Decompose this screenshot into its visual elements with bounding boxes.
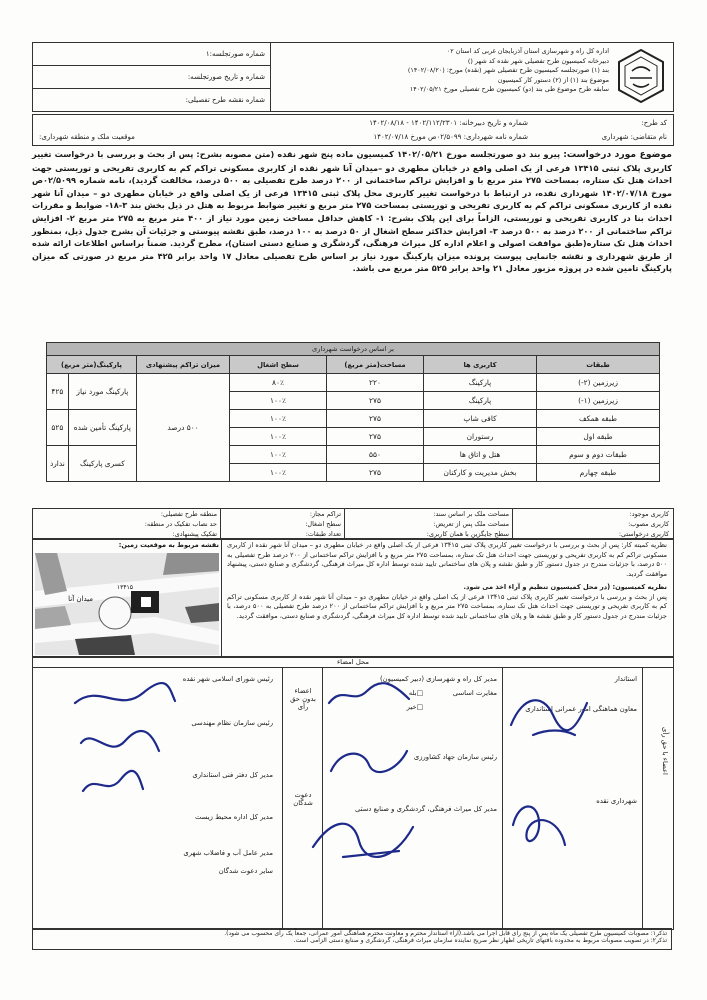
applicant-field: نام متقاضی: شهرداری	[601, 133, 667, 141]
floor-cell: طبقه همکف	[537, 410, 660, 428]
info-cell: سطح اشغال:	[305, 520, 341, 528]
location-map-image	[35, 553, 219, 655]
subject-label: موضوع مورد درخواست:	[563, 149, 672, 160]
heritage-label: مدیر کل میراث فرهنگی، گردشگری و صنایع دستی	[355, 805, 497, 813]
footnote-1: تذکر۱: مصوبات کمیسیون طرح تفصیلی یک ماه پس از پنج رای قابل اجرا می باشد.(آراء استاندار محترم و معاونت محترم هماهنگی امور عمرانی، جمعاً یک رأی محسوب می شود).	[224, 930, 667, 937]
use-cell: رستوران	[424, 428, 537, 446]
parking-label: پارکینگ تأمین شده	[68, 409, 136, 445]
council-signature	[69, 677, 179, 717]
governor-label: استاندار	[614, 675, 637, 683]
info-cell: تفکیک پیشنهادی:	[172, 530, 217, 538]
map-parcel-label: ۱۳۴۱۵	[116, 584, 133, 591]
other-invitees-label: سایر دعوت شدگان	[218, 867, 273, 875]
water-director-label: مدیر عامل آب و فاضلاب شهری	[183, 849, 273, 857]
column-header: سطح اشغال	[230, 356, 327, 374]
mayor-signature	[503, 795, 573, 855]
info-column-area	[344, 509, 513, 539]
roads-director-label: مدیر کل راه و شهرسازی (دبیر کمیسیون)	[379, 675, 497, 683]
commission-opinion-title: نظریه کمیسیون: (در محل کمیسیون تنظیم و آراء اخذ می شود.	[463, 582, 667, 591]
location-field: موقعیت ملک و منطقه شهرداری:	[39, 133, 135, 141]
commission-opinion: پس از بحث و بررسی با درخواست تغییر کاربری پلاک ثبتی ۱۳۴۱۵ فرعی از یک اصلی واقع در خیابان مطهری دو – میدان آنا شهر نقده از کاربری مسکونی تراکم کم به کاربری تفریحی و توریستی جهت احداث هتل تک ستاره، بمساحت ۲۷۵ متر مربع و با افزایش تراکم ساختمانی از ۲۰۰ درصد طرح تفصیلی به ۵۰۰ درصد، با جزئیات مندرج در جدول دستور کار و طبق نقشه ها و پلان های ساختمانی تایید شده توسط اداره کل میراث فرهنگی، گردشگری و صنایع دستی، موافقت گردید.	[227, 592, 667, 620]
density-cell: ۵۰۰ درصد	[137, 374, 230, 482]
occupancy-cell: ۸۰٪	[230, 374, 327, 392]
signatures-title: محل امضاء	[33, 657, 673, 668]
floor-cell: زیرزمین (۱-)	[537, 392, 660, 410]
info-cell: کاربری موجود:	[629, 510, 669, 518]
column-header: طبقات	[537, 356, 660, 374]
column-header: پارکینگ(متر مربع)	[47, 356, 137, 374]
occupancy-cell: ۱۰۰٪	[230, 410, 327, 428]
use-cell: هتل و اتاق ها	[424, 446, 537, 464]
parking-label: کسری پارکینگ	[68, 445, 136, 481]
subject-paragraph: پیرو بند دو صورتجلسه مورخ ۱۴۰۲/۰۵/۲۱ کمیسیون ماده پنج شهر نقده (متن مصوبه بشرح: پس از بحث و بررسی با درخواست تغییر کاربری پلاک ثبتی ۱۳۴۱۵ فرعی از یک اصلی واقع در خیابان مطهری دو –میدان آنا شهر نقده از کاربری مسکونی تراکم کم به کاربری تفریحی و توریستی جهت احداث هتل تک ستاره، بمساحت ۲۷۵ متر مربع با و افزایش تراکم ساختمانی از ۲۰۰ درصد طرح تفصیلی به ۵۰۰ درصد، مخالفت گردید)، نامه شماره ۰۲/۵۰۹۹ص مورخ ۱۴۰۲/۰۷/۱۸ شهرداری نقده، در ارتباط با درخواست تغییر کاربری محل پلاک ثبتی ۱۳۴۱۵ فرعی از یک اصلی واقع در خیابان مطهری دو – میدان آنا شهر نقده از کاربری مسکونی تراکم کم به کاربری تفریحی و توریستی بمساحت ۲۷۵ متر مربع و تغییر ضوابط مربوط به هتل در ذیل بخش بند ۳-۱۸- ضوابط و مقررات احداث بنا در کاربری تفریحی و توریستی، الزاماً برای این پلاک بشرح: ۱- کاهش حداقل مساحت زمین مورد نیاز از ۴۰۰ متر مربع به ۲۷۵ متر مربع ۲- افزایش تراکم ساختمانی از ۲۰۰ درصد به ۵۰۰ درصد ۳- افزایش حداکثر سطح اشغال از ۵۰ درصد به ۱۰۰ درصد، طبق نقشه پیوستی و جزئیات آن بشرح جدول ذیل، بمنظور احداث هتل تک ستاره(طبق موافقت اصولی و اعلام اداره کل میراث فرهنگی، گردشگری و صنایع دستی استان)، مطرح گردید. ضمناً براساس اطلاعات ارائه شده از طریق شهرداری و نقشه جانمایی پیوست پرونده میزان پارکینگ مورد نیاز بر اساس طرح تفصیلی معادل ۱۷ واحد برابر ۴۲۵ متر مربع در صورتی که میزان پارکینگ تامین شده در پروژه مزبور معادل ۲۱ واحد برابر ۵۲۵ متر مربع می باشد.	[32, 149, 672, 274]
roads-director-signature	[323, 675, 413, 715]
occupancy-cell: ۱۰۰٪	[230, 464, 327, 482]
signatures-section	[32, 656, 674, 930]
opinions-text	[227, 541, 667, 622]
header-fields	[33, 43, 271, 111]
column-header: کاربری ها	[424, 356, 537, 374]
info-cell: سطح جایگزین با همان کاربری:	[426, 530, 509, 538]
header-box	[32, 42, 674, 112]
invited-label: دعوت شدگان	[293, 791, 313, 807]
no-checkbox-label: □خیر	[406, 703, 423, 711]
technical-director-label: مدیر کل دفتر فنی استانداری	[192, 771, 273, 779]
technical-signature	[77, 767, 147, 801]
location-map-title: نقشه مربوط به موقعیت زمین:	[118, 541, 219, 549]
column-header: میزان تراکم پیشنهادی	[137, 356, 230, 374]
side-label-column	[642, 667, 673, 929]
conflict-label: مغایرت اساسی	[452, 689, 497, 697]
mayor-label: شهرداری نقده	[596, 797, 637, 805]
info-cell: حد نصاب تفکیک در منطقه:	[144, 520, 217, 528]
parking-value: ندارد	[49, 458, 65, 468]
header-org-line: دبیرخانه کمیسیون طرح تفصیلی شهر نقده کد شهر ()	[467, 56, 609, 65]
session-number-date-field: شماره و تاریخ صورتجلسه:	[33, 66, 271, 89]
floor-cell: زیرزمین (۲-)	[537, 374, 660, 392]
usage-table-caption: بر اساس درخواست شهرداری	[47, 343, 660, 356]
area-cell: ۲۷۵	[327, 410, 424, 428]
area-cell: ۲۲۰	[327, 374, 424, 392]
deputy-label: معاون هماهنگی امور عمرانی استانداری	[525, 705, 637, 713]
info-cell: مساحت ملک بر اساس سند:	[433, 510, 509, 518]
area-cell: ۲۷۵	[327, 392, 424, 410]
info-cell: تعداد طبقات:	[305, 530, 341, 538]
engineering-signature	[73, 723, 163, 763]
occupancy-cell: ۱۰۰٪	[230, 428, 327, 446]
info-column-uses	[512, 509, 673, 539]
detailed-map-number-field: شماره نقشه طرح تفصیلی:	[185, 96, 265, 104]
header-org-line: موضوع بند (۱) از (۲) دستور کار کمیسیون	[497, 75, 609, 84]
record-number-date-field: شماره و تاریخ دبیرخانه: ۱۴۰۲/۱۱۲/۲۳۰۱ - ۱۴۰۲/۰۸/۱۸	[369, 119, 528, 127]
request-subject	[32, 148, 672, 275]
agriculture-label: رئیس سازمان جهاد کشاورزی	[413, 753, 497, 761]
header-org-lines	[279, 47, 609, 95]
parking-value: ۴۲۵	[47, 374, 68, 409]
header-org-block	[270, 43, 673, 111]
parking-label: پارکینگ مورد نیاز	[68, 374, 136, 409]
opinions-section	[32, 538, 674, 658]
floor-cell: طبقات دوم و سوم	[537, 446, 660, 464]
table-row	[47, 374, 660, 392]
ministry-emblem-icon	[615, 47, 667, 105]
parking-cell	[47, 374, 137, 482]
side-voting-label: اعضاء با حق رأی	[661, 727, 669, 775]
parking-value: ۵۲۵	[47, 409, 68, 445]
case-info-row	[32, 114, 674, 146]
area-cell: ۲۷۵	[327, 428, 424, 446]
floor-cell: طبقه چهارم	[537, 464, 660, 482]
footnote-2: تذکر۲: در تصویب مصوبات مربوط به محدوده بافتهای تاریخی اظهار نظر صریح نماینده سازمان میراث فرهنگی، گردشگری و صنایع دستی الزامی است.	[293, 937, 667, 944]
heritage-signature	[303, 807, 423, 867]
header-org-line: بند (۱) صورتجلسه کمیسیون طرح تفصیلی شهر (نقده) مورخ: (۱۴۰۲/۰۸/۲۰)	[407, 66, 609, 75]
header-org-line: اداره کل راه و شهرسازی استان آذربایجان غربی کد استان ۰۲	[446, 47, 609, 55]
usage-table	[46, 342, 660, 482]
member-type-column	[282, 667, 323, 929]
case-code-field: کد طرح:	[641, 119, 667, 127]
area-cell: ۲۷۵	[327, 464, 424, 482]
map-square-label: میدان آنا	[68, 595, 93, 603]
governor-deputy-signature	[503, 685, 593, 745]
occupancy-cell: ۱۰۰٪	[230, 446, 327, 464]
engineering-head-label: رئیس سازمان نظام مهندسی	[191, 719, 273, 727]
info-cell: کاربری درخواستی:	[618, 530, 669, 538]
use-cell: کافی شاپ	[424, 410, 537, 428]
session-number-field: شماره صورتجلسه:۱	[33, 43, 271, 66]
floor-cell: طبقه اول	[537, 428, 660, 446]
info-cell: مساحت ملک پس از تعریض:	[433, 520, 509, 528]
footnotes	[32, 928, 672, 950]
info-cell: منطقه طرح تفصیلی:	[160, 510, 217, 518]
info-cell: تراکم مجاز:	[309, 510, 341, 518]
use-cell: بخش مدیریت و کارکنان	[424, 464, 537, 482]
yes-checkbox-label: □بله	[408, 689, 423, 697]
environment-director-label: مدیر کل اداره محیط زیست	[195, 813, 273, 821]
working-committee-opinion: نظریه کمیته کار: پس از بحث و بررسی با درخواست تغییر کاربری پلاک ثبتی ۱۳۴۱۵ فرعی از یک اصلی واقع در خیابان مطهری دو – میدان آنا شهر نقده از کاربری مسکونی تراکم کم به کاربری تفریحی و توریستی جهت احداث هتل تک ستاره، بمساحت ۲۷۵ متر مربع و با افزایش تراکم ساختمانی از ۲۰۰ درصد طرح تفصیلی به ۵۰۰ درصد، با جزئیات مندرج در جدول دستور کار و طبق نقشه و پلان های ساختمانی تایید شده توسط اداره کل میراث فرهنگی، گردشگری و صنایع دستی، پیشنهاد موافقت گردید.	[227, 541, 667, 579]
header-org-line: سابقه طرح موضوع طی بند (دو) کمیسیون طرح تفصیلی مورخ ۱۴۰۲/۰۵/۲۱	[409, 85, 609, 94]
council-head-label: رئیس شورای اسلامی شهر نقده	[182, 675, 273, 683]
area-cell: ۵۵۰	[327, 446, 424, 464]
use-cell: پارکینگ	[424, 374, 537, 392]
land-info-grid	[32, 508, 674, 540]
info-column-density	[220, 509, 345, 539]
location-map-panel	[33, 539, 222, 657]
use-cell: پارکینگ	[424, 392, 537, 410]
info-column-zone	[33, 509, 221, 539]
column-header: مساحت(متر مربع)	[327, 356, 424, 374]
agriculture-signature	[323, 741, 413, 781]
occupancy-cell: ۱۰۰٪	[230, 392, 327, 410]
members-without-vote-label: اعضاء بدون حق رأی	[290, 687, 316, 711]
municipality-letter-field: شماره نامه شهرداری: ۰۲/۵۰۹۹ص مورخ ۱۴۰۲/۰۷/۱۸	[373, 133, 528, 141]
info-cell: کاربری مصوب:	[628, 520, 669, 528]
